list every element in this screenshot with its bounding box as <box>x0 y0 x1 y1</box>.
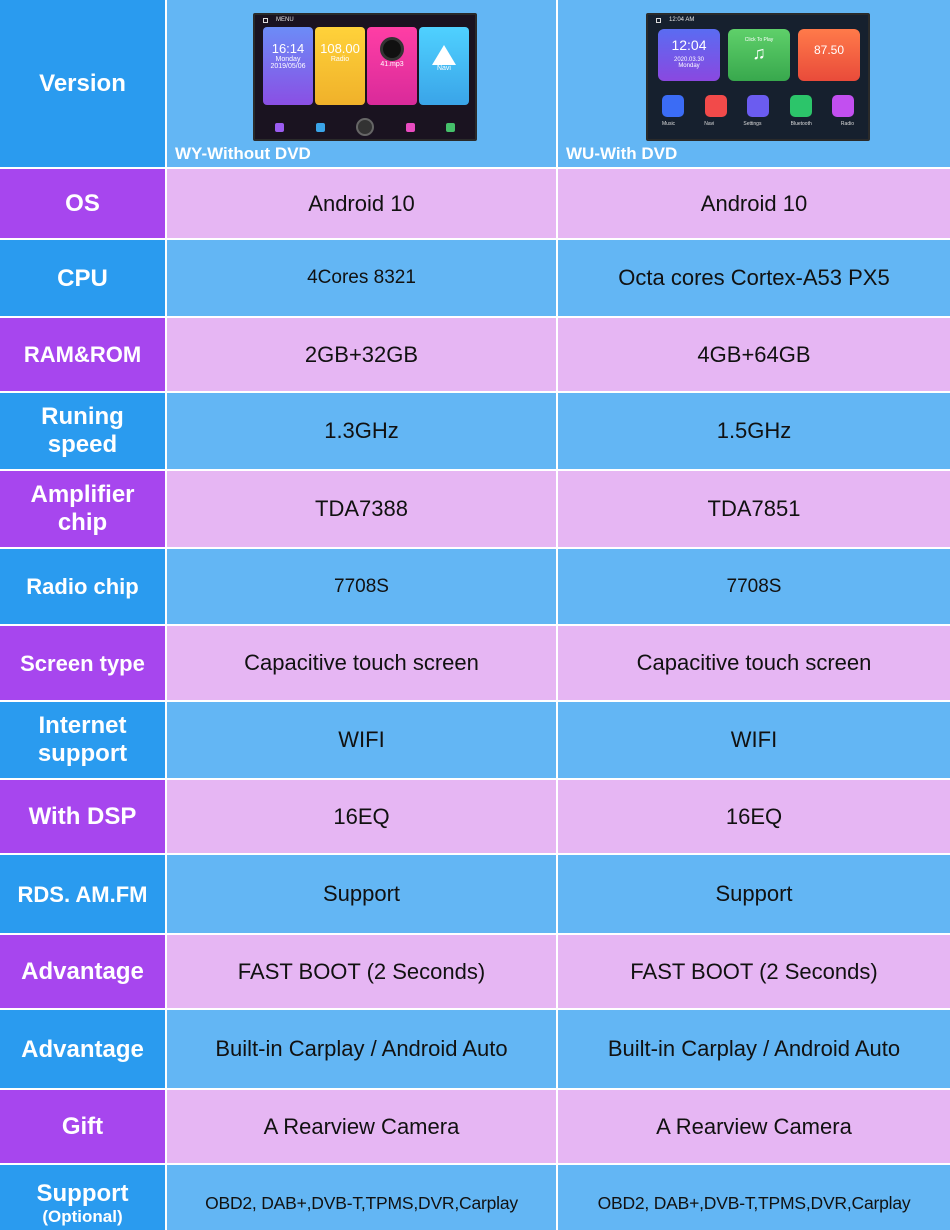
wy-advantage-2: Built-in Carplay / Android Auto <box>167 1010 556 1088</box>
radio-tile: 87.50 <box>798 29 860 81</box>
app-icon <box>446 123 455 132</box>
wy-internet-support: WIFI <box>167 702 556 778</box>
row-label-internet-support: Internet support <box>0 702 165 778</box>
clock-tile: 16:14 Monday 2019/05/06 <box>263 27 313 105</box>
wu-screen-image: 12:04 AM 12:04 2020.03.30 Monday Click To Play ♫ 87.50 Music Navi Settings Bluetooth Radio <box>646 13 870 141</box>
bluetooth-icon <box>790 95 812 117</box>
music-tile: 41.mp3 <box>367 27 417 105</box>
wy-running-speed: 1.3GHz <box>167 393 556 469</box>
navi-tile: Navi <box>419 27 469 105</box>
radio-icon <box>832 95 854 117</box>
wu-gift: A Rearview Camera <box>558 1090 950 1163</box>
version-label: Version <box>0 0 165 167</box>
clock-tile: 12:04 2020.03.30 Monday <box>658 29 720 81</box>
row-label-os: OS <box>0 169 165 238</box>
row-label-cpu: CPU <box>0 240 165 316</box>
app-icons <box>662 95 854 117</box>
app-icon <box>275 123 284 132</box>
wu-rds-am-fm: Support <box>558 855 950 933</box>
row-label-gift: Gift <box>0 1090 165 1163</box>
row-label-advantage-2: Advantage <box>0 1010 165 1088</box>
wy-caption: WY-Without DVD <box>175 144 311 163</box>
row-label-ram-rom: RAM&ROM <box>0 318 165 391</box>
wy-radio-chip: 7708S <box>167 549 556 624</box>
row-label-running-speed: Runing speed <box>0 393 165 469</box>
version-wu <box>558 0 950 167</box>
version-wy <box>167 0 556 167</box>
wu-with-dsp: 16EQ <box>558 780 950 853</box>
music-tile: Click To Play ♫ <box>728 29 790 81</box>
wu-advantage-2: Built-in Carplay / Android Auto <box>558 1010 950 1088</box>
row-label-screen-type: Screen type <box>0 626 165 700</box>
wy-gift: A Rearview Camera <box>167 1090 556 1163</box>
wu-caption: WU-With DVD <box>566 144 678 163</box>
wy-with-dsp: 16EQ <box>167 780 556 853</box>
home-button-icon <box>356 118 374 136</box>
wu-ram-rom: 4GB+64GB <box>558 318 950 391</box>
wu-support-optional: OBD2, DAB+,DVB-T,TPMS,DVR,Carplay <box>558 1165 950 1230</box>
app-dock <box>275 119 455 135</box>
wy-amplifier-chip: TDA7388 <box>167 471 556 547</box>
wu-os: Android 10 <box>558 169 950 238</box>
row-label-with-dsp: With DSP <box>0 780 165 853</box>
wy-advantage-1: FAST BOOT (2 Seconds) <box>167 935 556 1008</box>
vinyl-disc-icon <box>380 37 404 61</box>
wy-screen-image: MENU 16:14 Monday 2019/05/06 108.00 Radio 41.mp3 Navi <box>253 13 477 141</box>
row-label-rds-am-fm: RDS. AM.FM <box>0 855 165 933</box>
app-icon <box>406 123 415 132</box>
paper-plane-icon <box>432 45 456 65</box>
row-label-advantage-1: Advantage <box>0 935 165 1008</box>
navi-icon <box>705 95 727 117</box>
wu-radio-chip: 7708S <box>558 549 950 624</box>
wu-running-speed: 1.5GHz <box>558 393 950 469</box>
wy-os: Android 10 <box>167 169 556 238</box>
wu-amplifier-chip: TDA7851 <box>558 471 950 547</box>
wu-advantage-1: FAST BOOT (2 Seconds) <box>558 935 950 1008</box>
wu-cpu: Octa cores Cortex-A53 PX5 <box>558 240 950 316</box>
row-label-amplifier-chip: Amplifier chip <box>0 471 165 547</box>
app-icon-labels: Music Navi Settings Bluetooth Radio <box>662 121 854 127</box>
music-icon <box>662 95 684 117</box>
home-icon <box>263 18 268 23</box>
music-note-icon: ♫ <box>752 43 766 63</box>
wu-internet-support: WIFI <box>558 702 950 778</box>
row-label-support-optional: Support (Optional) <box>0 1165 165 1230</box>
wy-ram-rom: 2GB+32GB <box>167 318 556 391</box>
wy-cpu: 4Cores 8321 <box>167 240 556 316</box>
wy-screen-type: Capacitive touch screen <box>167 626 556 700</box>
wy-rds-am-fm: Support <box>167 855 556 933</box>
row-label-radio-chip: Radio chip <box>0 549 165 624</box>
radio-tile: 108.00 Radio <box>315 27 365 105</box>
home-icon <box>656 18 661 23</box>
settings-icon <box>747 95 769 117</box>
wy-support-optional: OBD2, DAB+,DVB-T,TPMS,DVR,Carplay <box>167 1165 556 1230</box>
wu-screen-type: Capacitive touch screen <box>558 626 950 700</box>
app-icon <box>316 123 325 132</box>
